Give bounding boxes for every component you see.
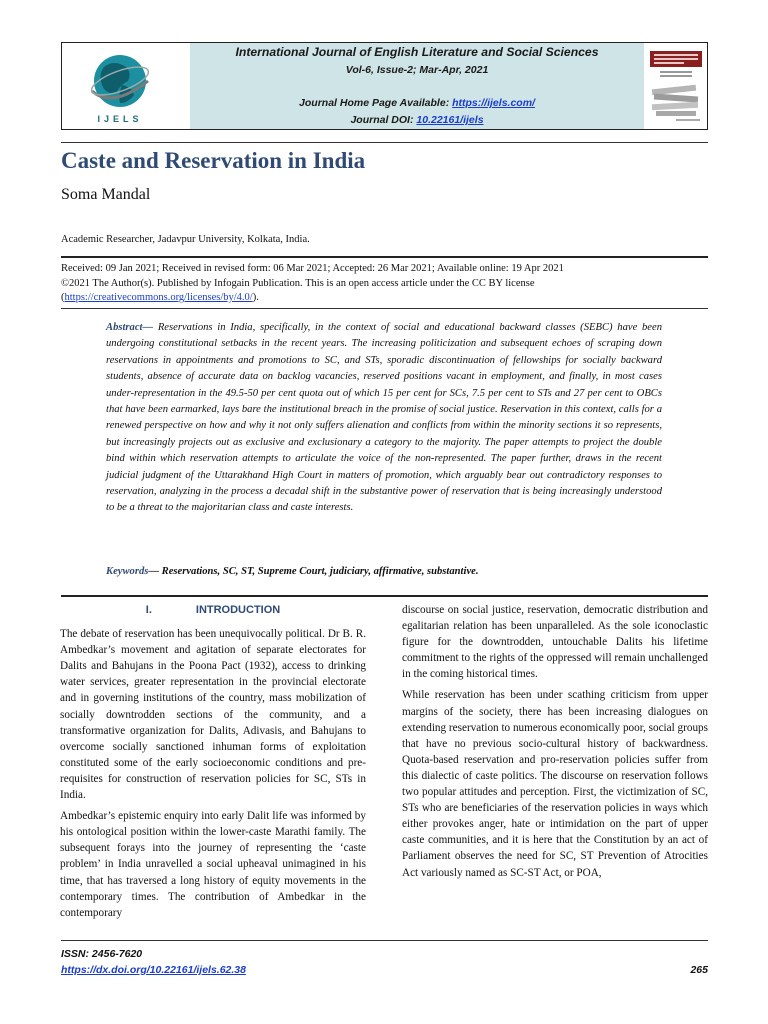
journal-doi-line xyxy=(190,114,644,126)
page-number: 265 xyxy=(690,964,708,976)
footer-issn: ISSN: 2456-7620 xyxy=(61,948,143,960)
keywords-dash: — xyxy=(148,566,162,577)
article-author: Soma Mandal xyxy=(61,186,151,203)
license-open-paren: ( xyxy=(61,292,65,303)
journal-title: International Journal of English Literature and Social Sciences xyxy=(235,45,599,59)
paragraph: The debate of reservation has been unequivocally political. Dr B. R. Ambedkar’s movement and agitation of separate electorates for Dalits and Bahujans in the Poona Pact (1932), access to drinking water services, greater representation in the provincial electorate and in governing institutions of the country, mass mobilization of socially downtrodden sections of the community, and a transformative organization for Dalits, Adivasis, and Bahujans to overcome socially sanctioned inhuman forms of exploitation constituted some of the early socioeconomic conditions and pre-requisites for construction of reservation policies for SC, STs in India. xyxy=(60,628,366,802)
paragraph: discourse on social justice, reservation, democratic distribution and egalitarian relation has been unparalleled. As the sole iconoclastic figure for the downtrodden, untouchable Dalits his lifetime commitment to the rights of the oppressed will remain unchallenged in the coming historical times. xyxy=(402,604,708,681)
footer-divider xyxy=(61,940,708,941)
journal-logo xyxy=(64,45,190,127)
abstract-divider xyxy=(61,595,708,597)
header-divider xyxy=(61,142,708,143)
keywords xyxy=(106,566,479,577)
section-number: I. xyxy=(145,604,152,616)
article-title: Caste and Reservation in India xyxy=(61,148,366,173)
license-link[interactable]: https://creativecommons.org/licenses/by/4.0/ xyxy=(64,292,253,303)
journal-header xyxy=(61,42,708,130)
body-column-right xyxy=(402,602,708,886)
journal-cover-thumbnail xyxy=(646,45,706,127)
keywords-label: Keywords xyxy=(106,566,149,577)
license-statement: ©2021 The Author(s). Published by Infogain Publication. This is an open access article under the CC BY license xyxy=(61,277,535,289)
section-title: INTRODUCTION xyxy=(195,604,281,616)
author-affiliation: Academic Researcher, Jadavpur University, Kolkata, India. xyxy=(61,234,310,245)
keywords-text: Reservations, SC, ST, Supreme Court, judiciary, affirmative, substantive xyxy=(161,566,476,577)
doi-label: Journal DOI: xyxy=(350,114,417,126)
footer-doi xyxy=(61,964,246,976)
paragraph: Ambedkar’s epistemic enquiry into early Dalit life was informed by his ontological position within the lower-caste Marathi family. The subsequent forays into the journey of representing the ‘caste problem’ in India unravelled a social upheaval unimagined in his time, that has traversed a long history of equity movements in the contemporary times. The contribution of Ambedkar in the contemporary xyxy=(60,810,366,919)
globe-logo-icon xyxy=(64,45,190,127)
homepage-link[interactable]: https://ijels.com/ xyxy=(452,97,535,109)
abstract-text: Reservations in India, specifically, in the context of social and educational backward classes (SEBC) have been undergoing constitutional setbacks in the recent years. The increasing politicization and subsequent echoes of scraping down reservations in appointments and promotions to SC, and STs, sporadic discontinuation of fellowships for socially backward students, absence of accurate data on backlog vacancies, reserved positions vacant in employment, and finally, in most cases under-representation in the 49.5-50 per cent quota out of which 15 per cent for SCs, 7.5 per cent to STs and 27 per cent to OBCs that have been earmarked, lays bare the institutional breach in the promise of social justice. Reservation in this context, calls for a renewed perspective on how and why it not only suffers alienation and conflicts from within the minority sections it so represents, but increasingly projects out as exclusive and exclusionary a category to the majority. The paper attempts to project the double bind within which reservation attempts to articulate the voice of the non-represented. The paper further, draws in the recent judicial judgment of the Uttarakhand High Court in matters of promotion, which arguably bear out contradictory responses to reservation, analyzing in the process a decadal shift in the substantive power of reservation that is being increasingly understood to be a threat to the majoritarian class and caste interests. xyxy=(106,322,662,514)
homepage-line xyxy=(190,97,644,109)
license-url-line xyxy=(61,291,708,306)
keywords-end: . xyxy=(475,566,479,577)
homepage-label: Journal Home Page Available: xyxy=(299,97,453,109)
journal-info-panel xyxy=(190,43,644,129)
abstract xyxy=(106,320,662,517)
abstract-label: Abstract xyxy=(106,322,143,333)
footer-doi-link[interactable]: https://dx.doi.org/10.22161/ijels.62.38 xyxy=(61,964,246,976)
received-dates: Received: 09 Jan 2021; Received in revised form: 06 Mar 2021; Accepted: 26 Mar 2021; Available online: 19 Apr 2021 xyxy=(61,263,564,274)
article-dates xyxy=(61,262,708,306)
svg-text:IJELS: IJELS xyxy=(97,114,143,124)
volume-issue: Vol-6, Issue-2; Mar-Apr, 2021 xyxy=(345,64,489,76)
body-column-left xyxy=(60,602,366,926)
paragraph: While reservation has been under scathing criticism from upper margins of the society, there has been increasing dialogues on extending reservation to numerous economically poor, social groups that have no previous socio-cultural history of backwardness. Quota-based reservation and pro-reservation policies suffer from this dialectic of caste politics. The discourse on reservation follows two popular attitudes and perception. First, the victimization of SC, STs who are beneficiaries of the reservation policies in ways which either provokes anger, hate or intimidation on the part of upper caste communities, and it is here that the Constitution by an act of Parliament observes the need for SC, ST Prevention of Atrocities Act variously named as SC-ST Act, or POA, xyxy=(402,689,708,879)
dates-bottom-divider xyxy=(61,308,708,309)
journal-doi-link[interactable]: 10.22161/ijels xyxy=(416,114,484,126)
section-heading xyxy=(60,602,366,618)
license-close-paren: ). xyxy=(252,292,259,303)
abstract-dash: — xyxy=(142,322,158,333)
dates-top-divider xyxy=(61,256,708,258)
cover-image-icon xyxy=(646,45,706,127)
